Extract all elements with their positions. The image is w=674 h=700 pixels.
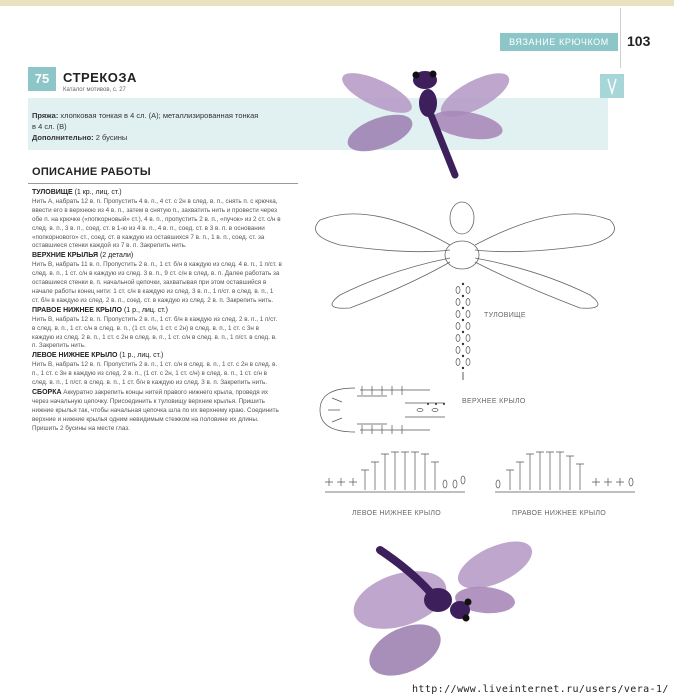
corner-mark (600, 74, 624, 98)
yarn-text: хлопковая тонкая в 4 сл. (A); металлизированная тонкая в 4 сл. (B) (32, 111, 259, 131)
upper-wing-label: ВЕРХНЕЕ КРЫЛО (462, 398, 526, 405)
instructions (32, 188, 282, 434)
top-border (0, 0, 674, 6)
pattern-number: 75 (28, 67, 56, 91)
section-left-lower-wing: ЛЕВОЕ НИЖНЕЕ КРЫЛО (1 р., лиц. ст.) Нить B, набрать 12 в. п. Пропустить 2 в. п., 1 ст. с/н в след. в. п., 1 ст. с 2н в след. в. п., 1 ст. с 3н в каждую из след. 2 в. п., (1 ст. с 2н, 1 ст. с/н) в след. в. п., 1 ст. с/н в след. в. п., 1 п/ст. в след. в. п., 1 ст. б/н в каждую из след. 3 в. п. Закрепить нить. (32, 352, 282, 388)
section-title: ВЕРХНИЕ КРЫЛЬЯ (2 детали) (32, 252, 134, 260)
right-lower-wing-chart (495, 452, 635, 492)
dragonfly-photo-top (325, 35, 525, 180)
corner-glyph-icon (600, 74, 624, 98)
section-upper-wings: ВЕРХНИЕ КРЫЛЬЯ (2 детали) Нить B, набрать 11 в. п. Пропустить 2 в. п., 1 ст. б/н в каждую из след. 4 в. п., 1 п/ст. в след. в. п., 1 ст. с/н в каждую из след. 3 в. п., 9 ст. с/н в след. в. п. Далее работать за оставшиеся стенки в. п. начальной цепочки, захватывая при этом оставшийся в начале работы конец нити: 1 ст. с/н в каждую из след. 3 в. п., 1 п/ст. в след. в. п., 1 ст. б/н в каждую из след. 2 в. п., соед. ст. в каждую из след. 2 в. п. Закрепить нить. (32, 252, 282, 304)
pattern-title: СТРЕКОЗА (63, 70, 137, 85)
section-label: ВЯЗАНИЕ КРЮЧКОМ (500, 33, 618, 51)
section-right-lower-wing: ПРАВОЕ НИЖНЕЕ КРЫЛО (1 р., лиц. ст.) Нить B, набрать 12 в. п. Пропустить 2 в. п., 1 ст. б/н в каждую из след. 2 в. п., 1 п/ст. в след. в. п., 1 ст. с/н в след. в. п., (1 ст. с/н, 1 ст. с 2н) в след. в. п., 1 ст. с 3н в каждую из след. 2 в. п., 1 ст. с 2н в след. в. п., 1 ст. с/н в след. в. п., 1 п/ст. в след. в. п. Закрепить нить. (32, 307, 282, 352)
body-dots (462, 283, 464, 369)
source-url: http://www.liveinternet.ru/users/vera-1/ (412, 684, 669, 695)
extras-text: 2 бусины (95, 133, 128, 142)
left-lower-wing-label: ЛЕВОЕ НИЖНЕЕ КРЫЛО (352, 510, 442, 517)
dragonfly-photo-bottom (320, 530, 560, 685)
extras-label: Дополнительно: (32, 133, 94, 142)
body-stitches (456, 287, 470, 366)
crochet-diagrams (300, 190, 640, 530)
yarn-label: Пряжа: (32, 111, 59, 120)
dragonfly-outline (316, 202, 615, 308)
description-heading: ОПИСАНИЕ РАБОТЫ (32, 166, 151, 178)
left-lower-wing-chart (325, 452, 465, 492)
section-body: ТУЛОВИЩЕ (1 кр., лиц. ст.) Нить A, набрать 12 в. п. Пропустить 4 в. п., 4 ст. с 2н в след. в. п., снять п. с крючка, ввести его в верхнюю из 4 в. п., затем в снятую п., захватить нить и провести через обе п. на крючке («попкорновый» ст.), 4 в. п., пропустить 2 в. п., «пучок» из 2 ст. с/н в след. в. п., 3 в. п., соед. ст. в 1-ю из 4 в. п., 4 в. п., соед. ст. в 3 в. п. в основании «попкорнового» ст., соед. ст. в каждую из оставшихся 7 в. п., 1 в. п., соед. ст. за оставшиеся стенки каждой из 7 в. п. Закрепить нить. (32, 189, 281, 250)
yarn-details (32, 110, 262, 143)
page-number: 103 (627, 33, 651, 49)
section-assembly: СБОРКА Аккуратно закрепить концы нитей правого нижнего крыла, проведя их через начальную цепочку. Присоединить к туловищу верхние крылья. Пришить нижние крылья так, чтобы начальная цепочка шла по их верхнему краю. Соединить верхние и нижние крылья одним невидимым стежком на половине их длины. Пришить 2 бусины на месте глаз. (32, 388, 279, 432)
header-divider (620, 8, 621, 68)
section-title: ПРАВОЕ НИЖНЕЕ КРЫЛО (1 р., лиц. ст.) (32, 306, 168, 314)
section-title: СБОРКА (32, 388, 62, 396)
catalog-reference: Каталог мотивов, с. 27 (63, 87, 126, 93)
body-diagram-label: ТУЛОВИЩЕ (484, 312, 526, 319)
section-title: ЛЕВОЕ НИЖНЕЕ КРЫЛО (1 р., лиц. ст.) (32, 352, 164, 360)
section-title: ТУЛОВИЩЕ (1 кр., лиц. ст.) (32, 189, 122, 196)
upper-wing-chart (320, 386, 445, 434)
right-lower-wing-label: ПРАВОЕ НИЖНЕЕ КРЫЛО (512, 510, 606, 517)
heading-rule (28, 183, 298, 184)
